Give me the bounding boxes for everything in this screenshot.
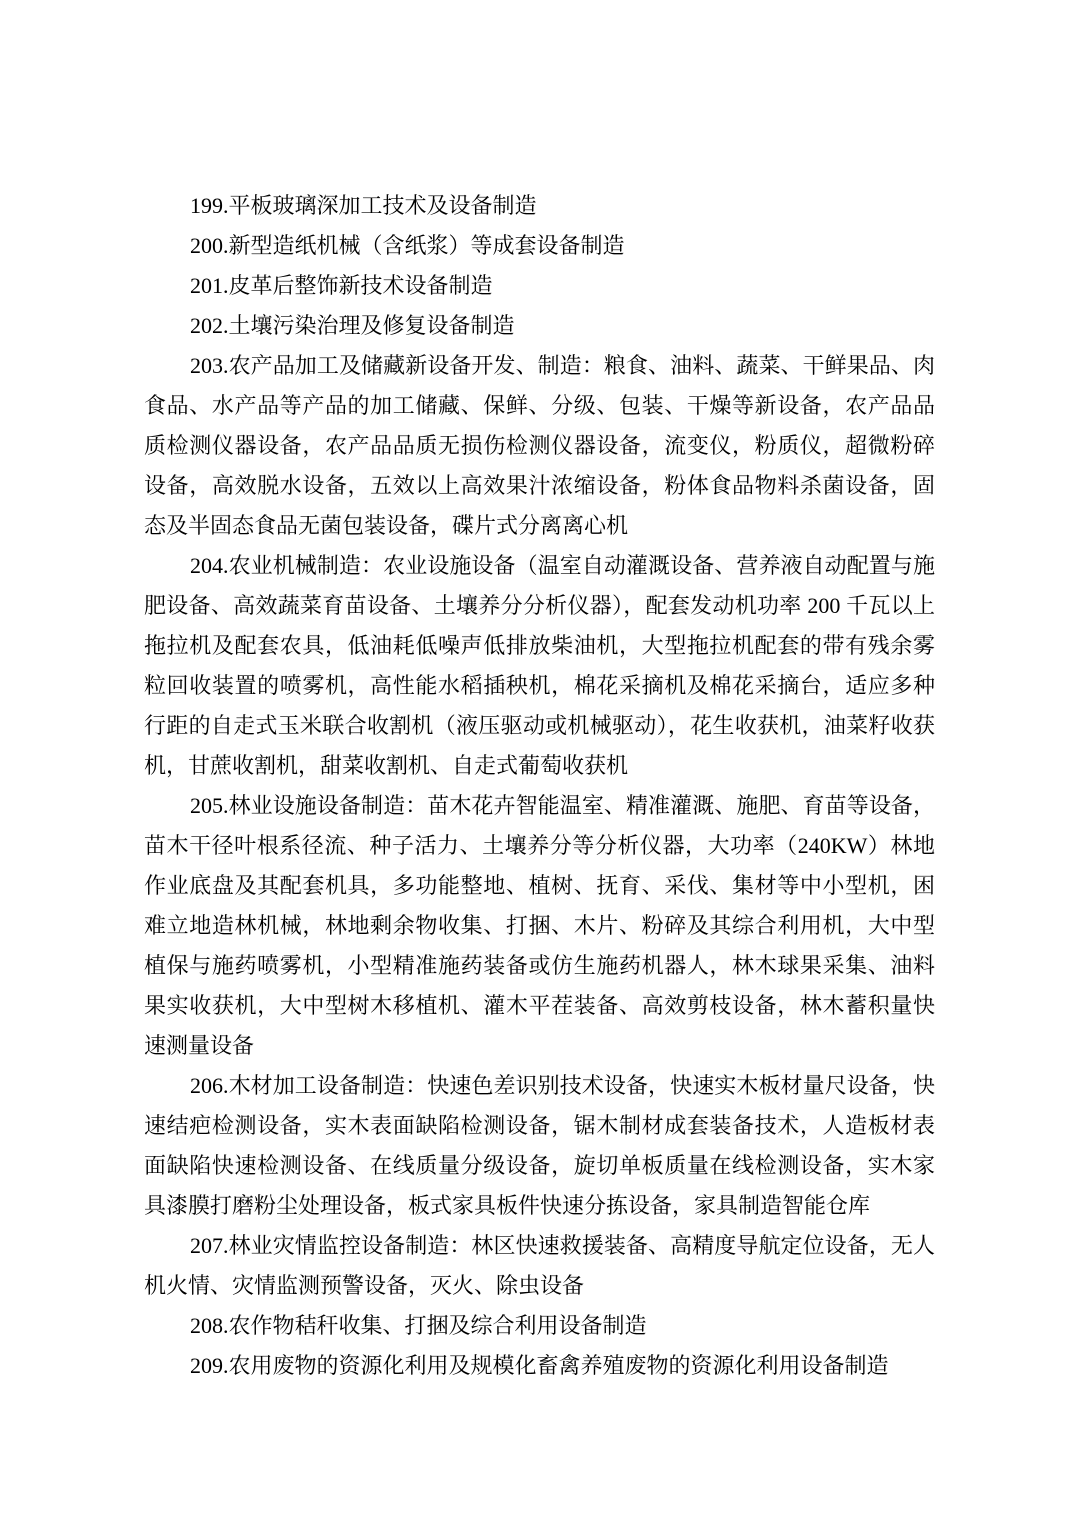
list-item-203: 203.农产品加工及储藏新设备开发、制造：粮食、油料、蔬菜、干鲜果品、肉食品、水产品等产品的加工储藏、保鲜、分级、包装、干燥等新设备，农产品品质检测仪器设备，农产品品质无损伤检测仪器设备，流变仪，粉质仪，超微粉碎设备，高效脱水设备，五效以上高效果汁浓缩设备，粉体食品物料杀菌设备，固态及半固态食品无菌包装设备，碟片式分离离心机 — [144, 353, 935, 538]
list-item-202: 202.土壤污染治理及修复设备制造 — [190, 313, 515, 338]
list-item-201: 201.皮革后整饰新技术设备制造 — [190, 273, 493, 298]
list-item-207: 207.林业灾情监控设备制造：林区快速救援装备、高精度导航定位设备，无人机火情、灾情监测预警设备，灭火、除虫设备 — [144, 1233, 935, 1298]
list-item-199: 199.平板玻璃深加工技术及设备制造 — [190, 193, 537, 218]
list-item-209: 209.农用废物的资源化利用及规模化畜禽养殖废物的资源化利用设备制造 — [190, 1353, 889, 1378]
list-item-205: 205.林业设施设备制造：苗木花卉智能温室、精准灌溉、施肥、育苗等设备，苗木干径叶根系径流、种子活力、土壤养分等分析仪器，大功率（240KW）林地作业底盘及其配套机具，多功能整地、植树、抚育、采伐、集材等中小型机，困难立地造林机械，林地剩余物收集、打捆、木片、粉碎及其综合利用机，大中型植保与施药喷雾机，小型精准施药装备或仿生施药机器人，林木球果采集、油料果实收获机，大中型树木移植机、灌木平茬装备、高效剪枝设备，林木蓄积量快速测量设备 — [144, 793, 935, 1058]
list-item-204: 204.农业机械制造：农业设施设备（温室自动灌溉设备、营养液自动配置与施肥设备、高效蔬菜育苗设备、土壤养分分析仪器），配套发动机功率 200 千瓦以上拖拉机及配套农具，低油耗低噪声低排放柴油机，大型拖拉机配套的带有残余雾粒回收装置的喷雾机，高性能水稻插秧机，棉花采摘机及棉花采摘台，适应多种行距的自走式玉米联合收割机（液压驱动或机械驱动），花生收获机，油菜籽收获机，甘蔗收割机，甜菜收割机、自走式葡萄收获机 — [144, 553, 935, 778]
list-item-200: 200.新型造纸机械（含纸浆）等成套设备制造 — [190, 233, 625, 258]
document-text-block — [144, 186, 935, 1386]
list-item-206: 206.木材加工设备制造：快速色差识别技术设备，快速实木板材量尺设备，快速结疤检测设备，实木表面缺陷检测设备，锯木制材成套装备技术，人造板材表面缺陷快速检测设备、在线质量分级设备，旋切单板质量在线检测设备，实木家具漆膜打磨粉尘处理设备，板式家具板件快速分拣设备，家具制造智能仓库 — [144, 1073, 935, 1218]
list-item-208: 208.农作物秸秆收集、打捆及综合利用设备制造 — [190, 1313, 647, 1338]
